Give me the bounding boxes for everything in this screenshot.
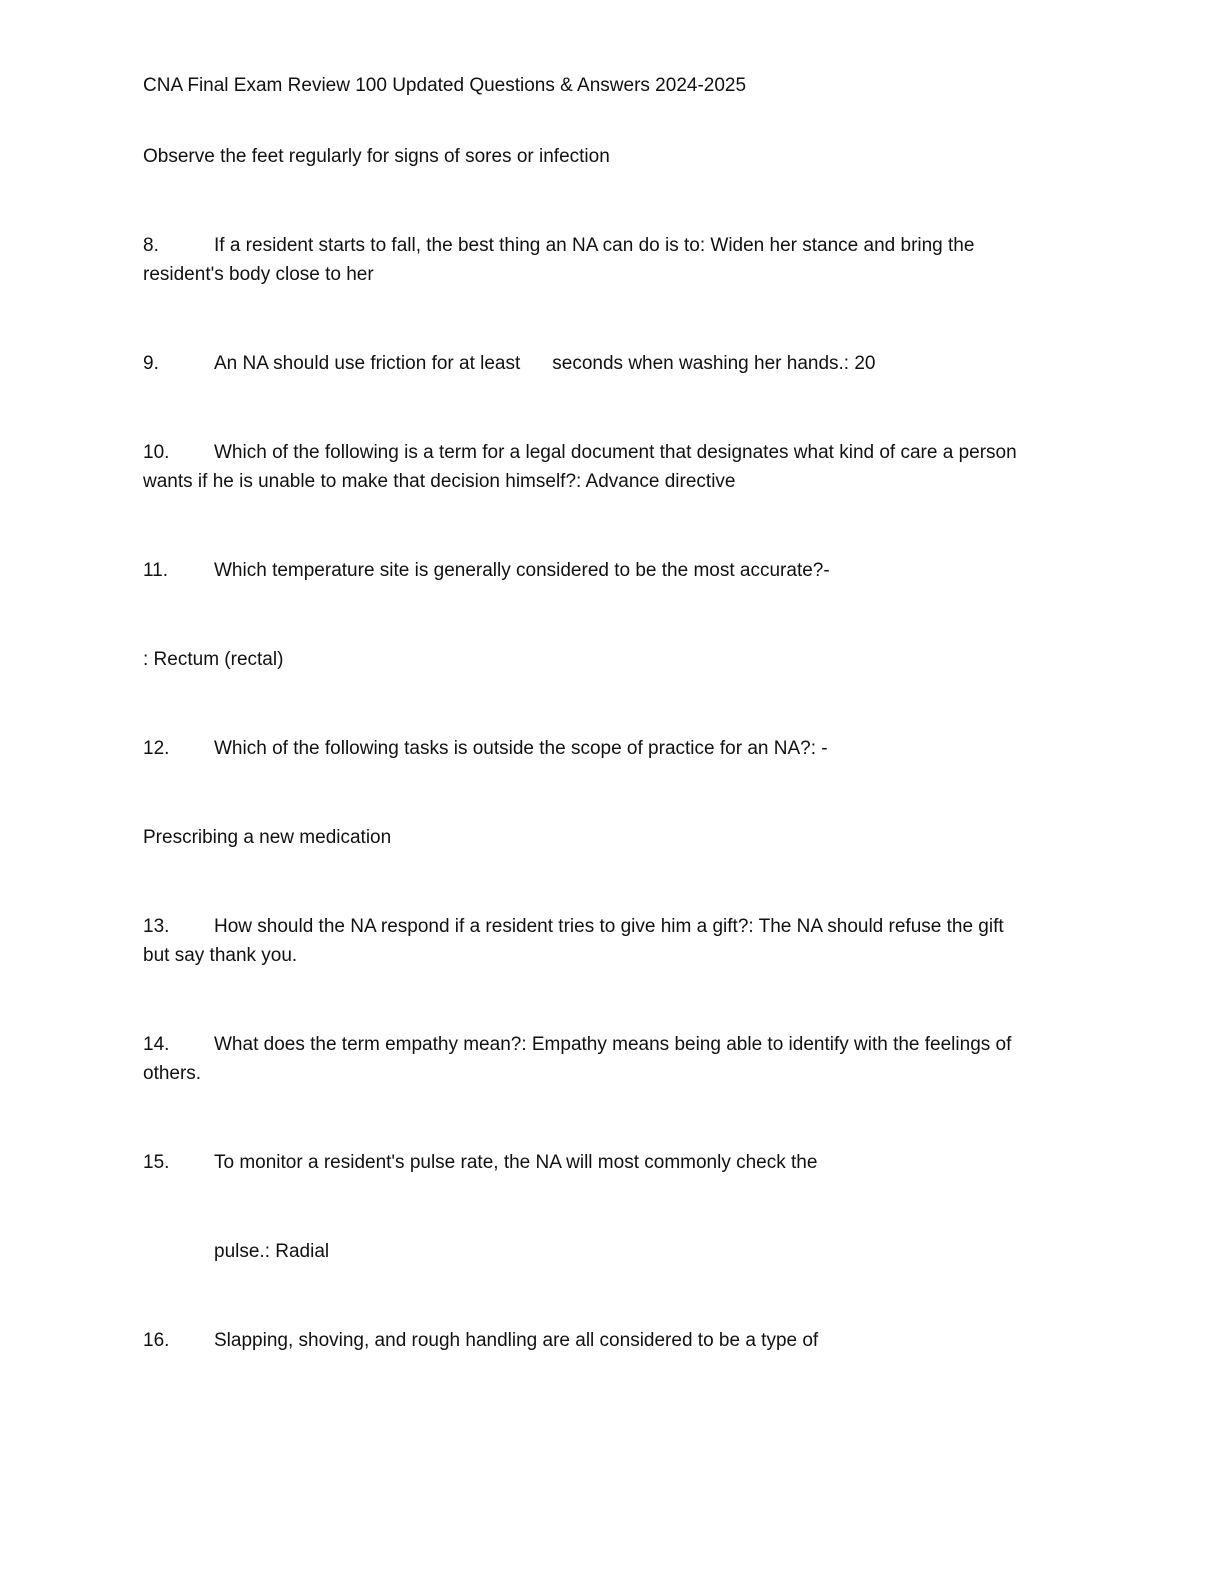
question-13 bbox=[143, 912, 1004, 941]
question-14 bbox=[143, 1030, 1011, 1059]
question-16 bbox=[143, 1326, 818, 1355]
question-number: 15. bbox=[143, 1152, 170, 1173]
question-number: 16. bbox=[143, 1330, 170, 1351]
question-12 bbox=[143, 734, 828, 763]
question-text: An NA should use friction for at least bbox=[214, 353, 521, 374]
question-text: Which of the following is a term for a legal document that designates what kind of care a person bbox=[214, 442, 1017, 463]
question-15 bbox=[143, 1148, 817, 1177]
document-title: CNA Final Exam Review 100 Updated Questions & Answers 2024-2025 bbox=[143, 75, 747, 96]
question-11 bbox=[143, 556, 830, 585]
question-11-answer: : Rectum (rectal) bbox=[143, 649, 284, 670]
question-text: Which of the following tasks is outside the scope of practice for an NA?: - bbox=[214, 738, 828, 759]
carryover-answer: Observe the feet regularly for signs of sores or infection bbox=[143, 146, 610, 167]
question-number: 9. bbox=[143, 353, 159, 374]
question-15-answer: pulse.: Radial bbox=[214, 1241, 330, 1262]
question-13-continuation: but say thank you. bbox=[143, 945, 298, 966]
question-10 bbox=[143, 438, 1017, 467]
question-number: 12. bbox=[143, 738, 170, 759]
question-text: If a resident starts to fall, the best thing an NA can do is to: Widen her stance and bring the bbox=[214, 235, 975, 256]
question-12-answer: Prescribing a new medication bbox=[143, 827, 392, 848]
question-10-continuation: wants if he is unable to make that decision himself?: Advance directive bbox=[143, 471, 736, 492]
question-8-continuation: resident's body close to her bbox=[143, 264, 374, 285]
question-text: Which temperature site is generally considered to be the most accurate?- bbox=[214, 560, 830, 581]
question-number: 8. bbox=[143, 235, 159, 256]
question-text: Slapping, shoving, and rough handling are all considered to be a type of bbox=[214, 1330, 819, 1351]
question-9 bbox=[143, 349, 876, 378]
question-number: 14. bbox=[143, 1034, 170, 1055]
question-number: 11. bbox=[143, 560, 169, 581]
question-number: 10. bbox=[143, 442, 170, 463]
question-14-continuation: others. bbox=[143, 1063, 202, 1084]
question-text: What does the term empathy mean?: Empathy means being able to identify with the feelings of bbox=[214, 1034, 1012, 1055]
question-text: To monitor a resident's pulse rate, the NA will most commonly check the bbox=[214, 1152, 818, 1173]
question-text-continued: seconds when washing her hands.: 20 bbox=[552, 353, 876, 374]
question-8 bbox=[143, 231, 974, 260]
question-text: How should the NA respond if a resident tries to give him a gift?: The NA should refuse the gift bbox=[214, 916, 1004, 937]
question-number: 13. bbox=[143, 916, 170, 937]
